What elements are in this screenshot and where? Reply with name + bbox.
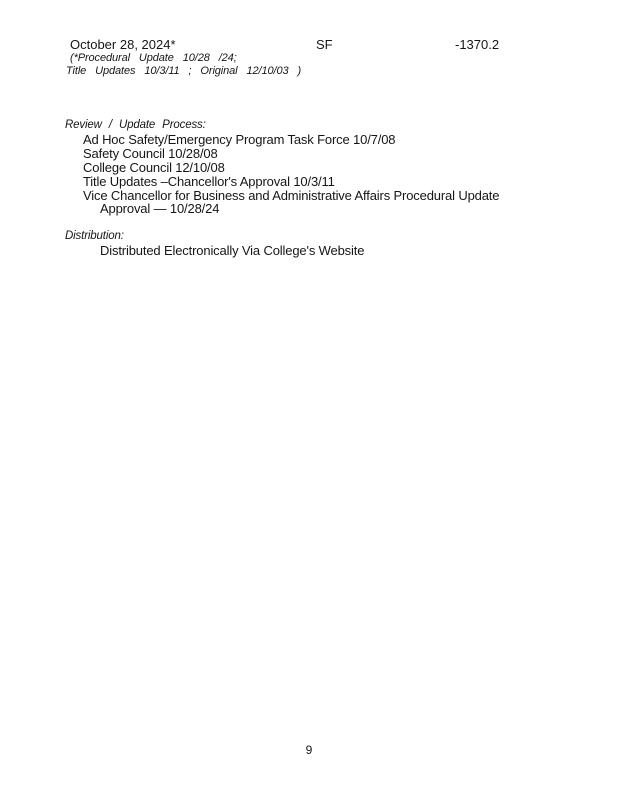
review-item-approval-continuation: Approval — 10/28/24 — [100, 201, 220, 217]
revision-note-line-1: (*Procedural Update 10/28 /24; — [70, 52, 237, 64]
page-footer — [0, 743, 618, 757]
revision-note-line-2: Title Updates 10/3/11 ; Original 12/10/03 ) — [66, 65, 302, 77]
header-date: October 28, 2024* — [70, 37, 176, 52]
review-item-safety-council: Safety Council 10/28/08 — [83, 145, 218, 161]
review-item-college-council: College Council 12/10/08 — [83, 159, 225, 175]
review-item-task-force: Ad Hoc Safety/Emergency Program Task Force 10/7/08 — [83, 131, 396, 147]
distribution-heading: Distribution: — [65, 230, 124, 243]
review-item-vice-chancellor: Vice Chancellor for Business and Administrative Affairs Procedural Update — [83, 187, 500, 203]
header-policy-number: -1370.2 — [455, 37, 500, 52]
review-item-title-updates: Title Updates –Chancellor's Approval 10/3/11 — [83, 173, 335, 189]
document-body — [0, 119, 618, 258]
spacer — [0, 216, 618, 230]
review-update-process-heading: Review / Update Process: — [65, 119, 206, 131]
distribution-item-website: Distributed Electronically Via College's Website — [100, 243, 365, 259]
page-number: 9 — [305, 743, 313, 757]
header-section-code: SF — [316, 37, 333, 52]
